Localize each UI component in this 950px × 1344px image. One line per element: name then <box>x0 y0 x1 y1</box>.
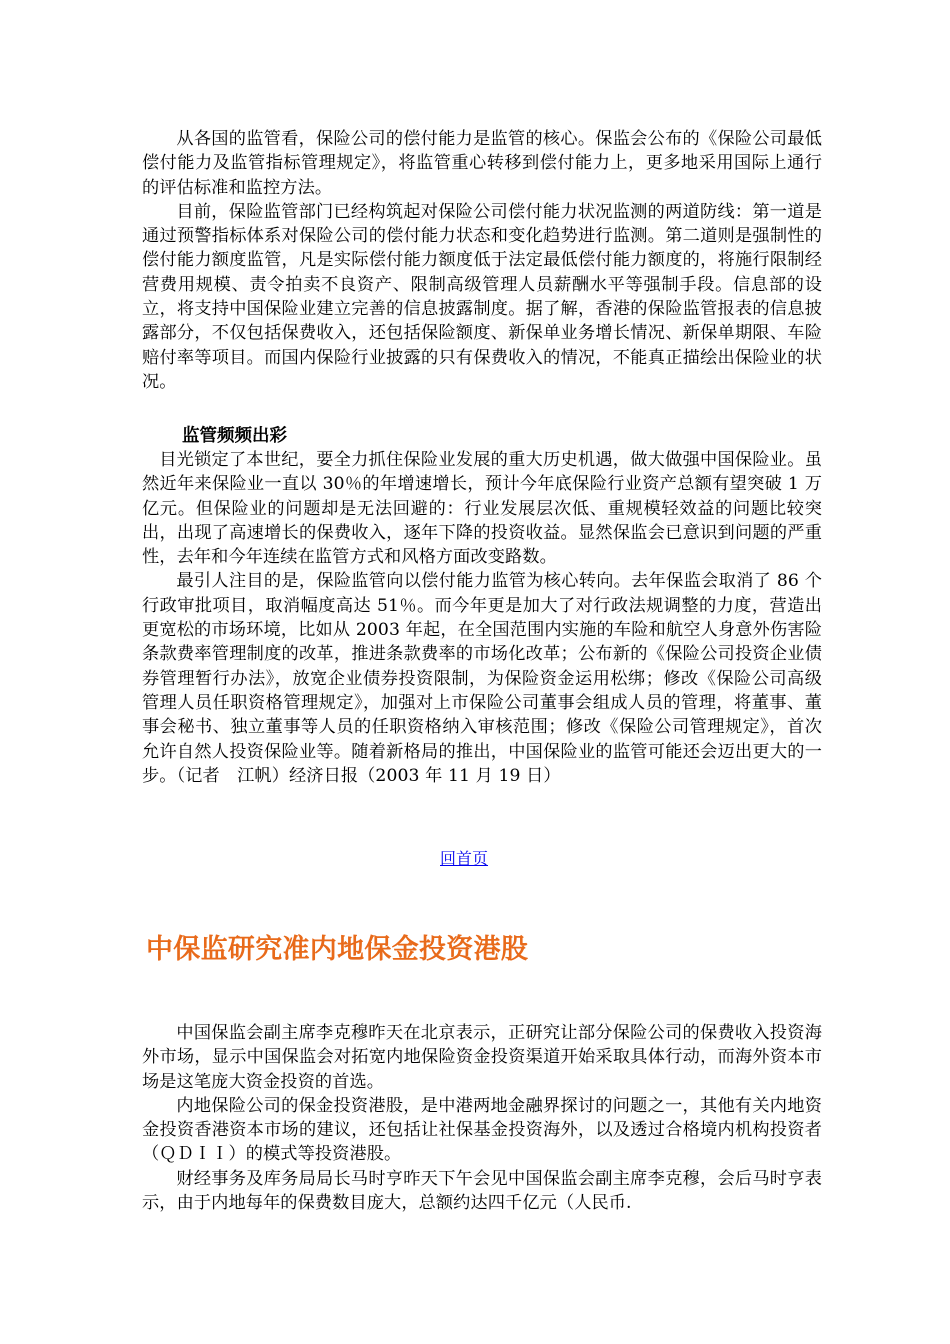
subheading: 监管频频出彩 <box>182 426 287 446</box>
paragraph: 中国保监会副主席李克穆昨天在北京表示，正研究让部分保险公司的保费收入投资海外市场，显示中国保监会对拓宽内地保险资金投资渠道开始采取具体行动，而海外资本市场是这笔庞大资金投资的首选。 <box>142 1023 822 1092</box>
paragraph: 从各国的监管看，保险公司的偿付能力是监管的核心。保监会公布的《保险公司最低偿付能力及监管指标管理规定》，将监管重心转移到偿付能力上，更多地采用国际上通行的评估标准和监控方法。 <box>142 129 822 198</box>
home-link[interactable]: 回首页 <box>440 849 489 868</box>
paragraph: 内地保险公司的保金投资港股，是中港两地金融界探讨的问题之一，其他有关内地资金投资香港资本市场的建议，还包括让社保基金投资海外，以及透过合格境内机构投资者（ＱＤＩＩ）的模式等投资港股。 <box>142 1095 822 1165</box>
section-two <box>142 424 822 788</box>
section-one <box>142 127 822 394</box>
paragraph: 财经事务及库务局局长马时亨昨天下午会见中国保监会副主席李克穆，会后马时亨表示，由于内地每年的保费数目庞大，总额约达四千亿元（人民币. <box>142 1168 822 1214</box>
article-title: 中保监研究准内地保金投资港股 <box>146 934 529 965</box>
paragraph: 目前，保险监管部门已经构筑起对保险公司偿付能力状况监测的两道防线：第一道是通过预警指标体系对保险公司的偿付能力状态和变化趋势进行监测。第二道则是强制性的偿付能力额度监管，凡是实际偿付能力额度低于法定最低偿付能力额度的，将施行限制经营费用规模、责令拍卖不良资产、限制高级管理人员薪酬水平等强制手段。信息部的设立，将支持中国保险业建立完善的信息披露制度。据了解，香港的保险监管报表的信息披露部分，不仅包括保费收入，还包括保险额度、新保单业务增长情况、新保单期限、车险赔付率等项目。而国内保险行业披露的只有保费收入的情况，不能真正描绘出保险业的状况。 <box>142 201 822 392</box>
paragraph: 目光锁定了本世纪，要全力抓住保险业发展的重大历史机遇，做大做强中国保险业。虽然近年来保险业一直以 30％的年增速增长，预计今年底保险行业资产总额有望突破 1 万亿元。但保险业的问题却是无法回避的：行业发展层次低、重规模轻效益的问题比较突出，出现了高速增长的保费收入，逐年下降的投资收益。显然保监会已意识到问题的严重性，去年和今年连续在监管方式和风格方面改变路数。 <box>142 450 822 568</box>
article-body <box>142 1021 822 1215</box>
paragraph: 最引人注目的是，保险监管向以偿付能力监管为核心转向。去年保监会取消了 86 个行政审批项目，取消幅度高达 51％。而今年更是加大了对行政法规调整的力度，营造出更宽松的市场环境，比如从 2003 年起，在全国范围内实施的车险和航空人身意外伤害险条款费率管理制度的改革，推进条款费率的市场化改革；公布新的《保险公司投资企业债券管理暂行办法》，放宽企业债券投资限制，为保险资金运用松绑；修改《保险公司高级管理人员任职资格管理规定》，加强对上市保险公司董事会组成人员的管理，将董事、董事会秘书、独立董事等人员的任职资格纳入审核范围；修改《保险公司管理规定》，首次允许自然人投资保险业等。随着新格局的推出，中国保险业的监管可能还会迈出更大的一步。（记者 江帆）经济日报（2003 年 11 月 19 日） <box>142 571 822 786</box>
